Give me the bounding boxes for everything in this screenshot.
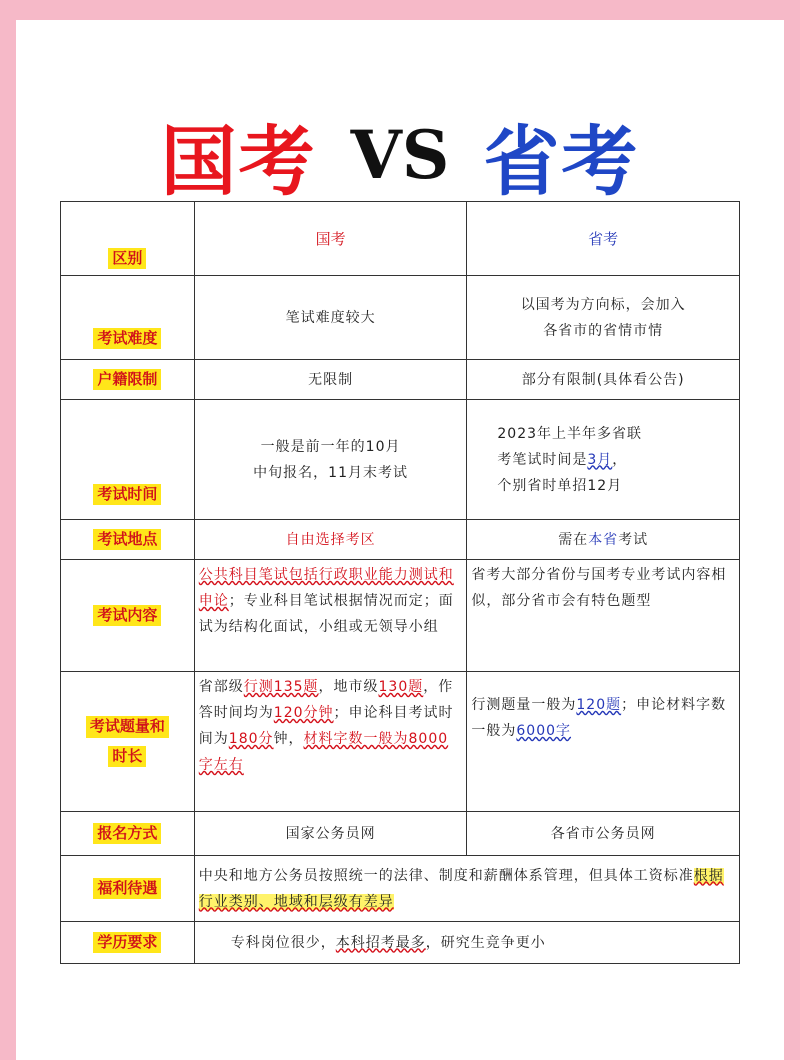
table-row (61, 812, 740, 856)
row-key: 考试地点 (93, 529, 161, 551)
row-cell: 笔试难度较大 (194, 276, 467, 360)
text-span: 考试 (618, 531, 649, 548)
highlight-text: 130题 (378, 679, 424, 695)
text-span: ， (612, 451, 628, 468)
highlight-text: 120题 (576, 697, 622, 713)
text-span: 省部级 (198, 679, 244, 695)
table-row (61, 856, 740, 922)
table-row (61, 560, 740, 672)
text-span: 考笔试时间是 (497, 451, 588, 468)
row-key-cell (61, 276, 195, 360)
highlight-text: 6000字 (516, 723, 572, 739)
highlight-text: 行测135题 (243, 679, 319, 695)
row-key-cell (61, 360, 195, 400)
table-row (61, 400, 740, 520)
row-cell (194, 560, 467, 672)
highlight-text: 根据行业类别、地域和层级有差异 (198, 867, 724, 910)
text-span: ，研究生竞争更小 (425, 934, 546, 951)
row-key-cell (61, 812, 195, 856)
text-span: 中央和地方公务员按照统一的法律、制度和薪酬体系管理，但具体工资标准 (198, 867, 694, 884)
row-key: 户籍限制 (93, 369, 161, 391)
header-col2: 省考 (467, 202, 740, 276)
table-row (61, 202, 740, 276)
row-cell-line: 中旬报名，11月末考试 (253, 464, 408, 481)
title-vs: VS (350, 116, 450, 194)
row-cell (467, 400, 740, 520)
highlight-text: 材料字数一般为8000字左右 (198, 731, 449, 773)
highlight-text: 公共科目笔试包括行政职业能力测试和申论 (198, 567, 454, 609)
row-cell-line (497, 447, 735, 473)
text-span: 需在 (558, 531, 589, 548)
row-key-cell (61, 922, 195, 964)
text-span: ，作答时间均为 (198, 679, 454, 721)
row-cell: 部分有限制(具体看公告) (467, 360, 740, 400)
row-cell (194, 672, 467, 812)
row-key: 考试难度 (93, 328, 161, 350)
row-key-cell (61, 400, 195, 520)
table-row (61, 922, 740, 964)
row-key: 考试时间 (93, 484, 161, 506)
comparison-table (60, 201, 740, 964)
text-span: ；申论材料字数一般为 (471, 697, 727, 739)
page-title (0, 100, 800, 210)
row-key: 考试内容 (93, 605, 161, 627)
text-span: 行测题量一般为 (471, 697, 577, 713)
highlight-text: 本科招考最多 (335, 934, 426, 951)
row-key: 考试题量和 (86, 716, 169, 738)
row-cell: 无限制 (194, 360, 467, 400)
row-cell-merged (194, 922, 739, 964)
row-key: 福利待遇 (93, 878, 161, 900)
row-cell: 省考大部分省份与国考专业考试内容相似，部分省市会有特色题型 (467, 560, 740, 672)
row-cell-line: 2023年上半年多省联 (497, 425, 643, 442)
row-cell: 自由选择考区 (194, 520, 467, 560)
highlight-text: 120分钟 (273, 705, 334, 721)
header-key: 区别 (108, 248, 146, 270)
row-cell (194, 400, 467, 520)
header-key-cell (61, 202, 195, 276)
text-span: 钟， (273, 731, 304, 747)
row-key-cell (61, 560, 195, 672)
text-span: ，地市级 (318, 679, 379, 695)
table-row (61, 276, 740, 360)
row-cell (467, 672, 740, 812)
row-key: 学历要求 (93, 932, 161, 954)
row-cell: 各省市公务员网 (467, 812, 740, 856)
row-key-cell (61, 856, 195, 922)
title-right: 省考 (483, 116, 640, 206)
row-cell-line: 以国考为方向标，会加入 (520, 296, 686, 313)
title-left: 国考 (160, 116, 317, 206)
table-row (61, 520, 740, 560)
row-cell-merged (194, 856, 739, 922)
row-cell (467, 276, 740, 360)
highlight-text: 180分 (228, 731, 274, 747)
text-span: 专科岗位很少， (230, 934, 336, 951)
highlight-text: 本省 (588, 531, 619, 548)
row-key: 时长 (108, 746, 146, 768)
header-col1: 国考 (194, 202, 467, 276)
text-span: ；申论科目考试时间为 (198, 705, 454, 747)
row-key-cell (61, 672, 195, 812)
table-row (61, 360, 740, 400)
highlight-date: 3月 (587, 451, 613, 468)
row-key: 报名方式 (93, 823, 161, 845)
row-cell-line: 各省市的省情市情 (543, 322, 664, 339)
table-row (61, 672, 740, 812)
text-span: ；专业科目笔试根据情况而定；面试为结构化面试，小组或无领导小组 (198, 593, 454, 635)
row-cell (467, 520, 740, 560)
row-key-cell (61, 520, 195, 560)
row-cell-line: 个别省时单招12月 (497, 477, 623, 494)
row-cell-line: 一般是前一年的10月 (260, 438, 401, 455)
row-cell: 国家公务员网 (194, 812, 467, 856)
